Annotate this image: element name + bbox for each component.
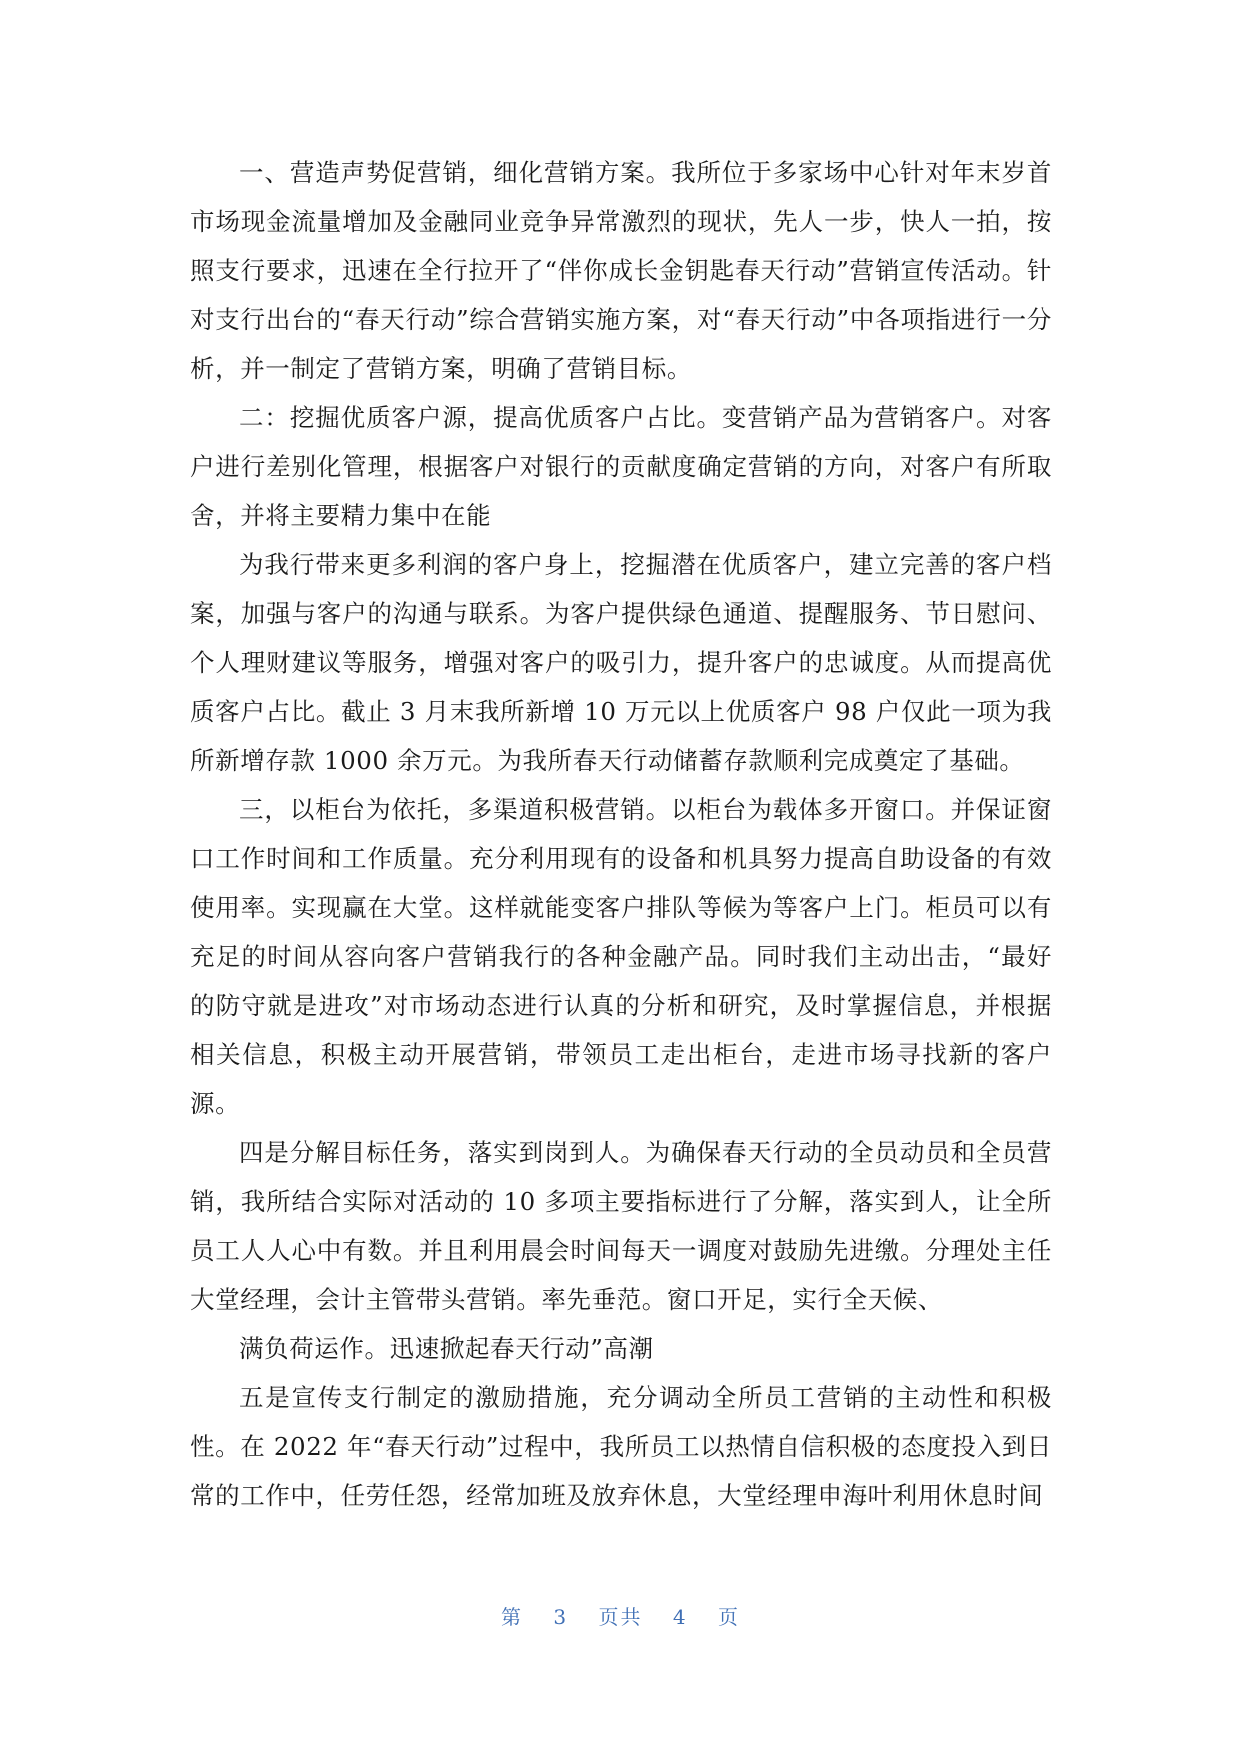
page-number-footer [0, 1601, 1241, 1630]
footer-suffix: 页 [717, 1605, 740, 1629]
paragraph-6: 满负荷运作。迅速掀起春天行动”高潮 [239, 1334, 654, 1363]
footer-total-pages: 4 [672, 1605, 688, 1629]
document-body [190, 148, 1052, 1520]
footer-middle: 页共 [598, 1605, 643, 1629]
paragraph-1: 一、营造声势促营销，细化营销方案。我所位于多家场中心针对年末岁首市场现金流量增加及金融同业竞争异常激烈的现状，先人一步，快人一拍，按照支行要求，迅速在全行拉开了“伴你成长金钥匙春天行动”营销宣传活动。针对支行出台的“春天行动”综合营销实施方案，对“春天行动”中各项指进行一分析，并一制定了营销方案，明确了营销目标。 [190, 158, 1052, 383]
footer-current-page: 3 [553, 1605, 569, 1629]
paragraph-3: 为我行带来更多利润的客户身上，挖掘潜在优质客户，建立完善的客户档案，加强与客户的沟通与联系。为客户提供绿色通道、提醒服务、节日慰问、个人理财建议等服务，增强对客户的吸引力，提升客户的忠诚度。从而提高优质客户占比。截止 3 月末我所新增 10 万元以上优质客户 98 户仅此一项为我所新增存款 1000 余万元。为我所春天行动储蓄存款顺利完成奠定了基础。 [190, 550, 1052, 775]
footer-prefix: 第 [501, 1605, 524, 1629]
paragraph-4: 三，以柜台为依托，多渠道积极营销。以柜台为载体多开窗口。并保证窗口工作时间和工作质量。充分利用现有的设备和机具努力提高自助设备的有效使用率。实现赢在大堂。这样就能变客户排队等候为等客户上门。柜员可以有充足的时间从容向客户营销我行的各种金融产品。同时我们主动出击，“最好的防守就是进攻”对市场动态进行认真的分析和研究，及时掌握信息，并根据相关信息，积极主动开展营销，带领员工走出柜台，走进市场寻找新的客户源。 [190, 795, 1052, 1118]
paragraph-2: 二：挖掘优质客户源，提高优质客户占比。变营销产品为营销客户。对客户进行差别化管理，根据客户对银行的贡献度确定营销的方向，对客户有所取舍，并将主要精力集中在能 [190, 403, 1052, 530]
paragraph-5: 四是分解目标任务，落实到岗到人。为确保春天行动的全员动员和全员营销，我所结合实际对活动的 10 多项主要指标进行了分解，落实到人，让全所员工人人心中有数。并且利用晨会时间每天一调度对鼓励先进缴。分理处主任大堂经理，会计主管带头营销。率先垂范。窗口开足，实行全天候、 [190, 1138, 1052, 1314]
paragraph-7: 五是宣传支行制定的激励措施，充分调动全所员工营销的主动性和积极性。在 2022 年“春天行动”过程中，我所员工以热情自信积极的态度投入到日常的工作中，任劳任怨，经常加班及放弃休息，大堂经理申海叶利用休息时间 [190, 1383, 1052, 1510]
